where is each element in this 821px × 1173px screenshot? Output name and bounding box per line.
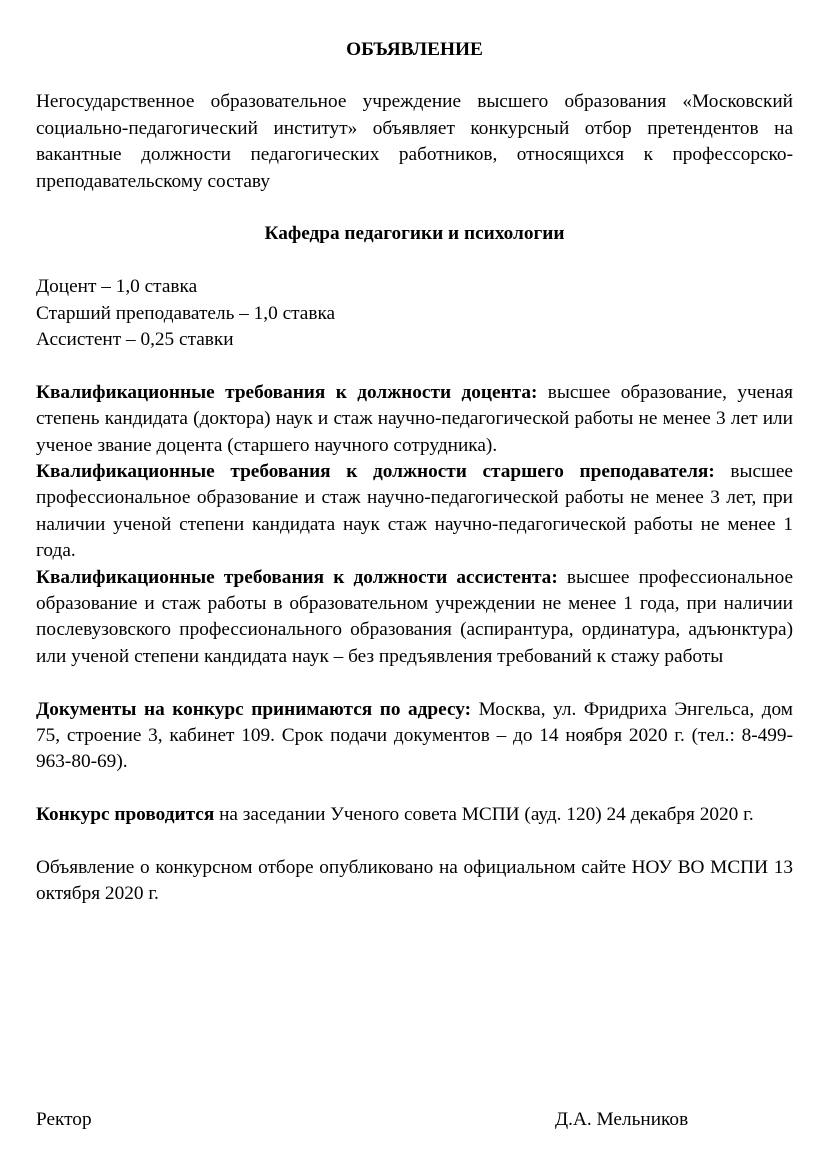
- contest-paragraph: [36, 802, 793, 828]
- requirement-paragraph: [36, 459, 793, 565]
- documents-paragraph: [36, 697, 793, 776]
- position-item: Ассистент – 0,25 ставки: [36, 329, 234, 351]
- intro-paragraph: Негосударственное образовательное учреждение высшего образования «Московский социально-педагогический институт» объявляет конкурсный отбор претендентов на вакантные должности педагогических работников, относящихся к профессорско-преподавательскому составу: [36, 91, 793, 192]
- documents-label: Документы на конкурс принимаются по адресу:: [36, 698, 472, 720]
- positions-list: [36, 274, 793, 353]
- requirement-label: Квалификационные требования к должности ассистента:: [36, 566, 558, 588]
- spacer: [36, 829, 793, 855]
- signature-block: [36, 1107, 793, 1135]
- requirement-text: высшее образование, ученая степень кандидата (доктора) наук и стаж научно-педагогической работы не менее 3 лет или ученое звание доцента (старшего научного сотрудника).: [36, 381, 793, 456]
- published-paragraph: Объявление о конкурсном отборе опубликовано на официальном сайте НОУ ВО МСПИ 13 октября 2020 г.: [36, 857, 793, 905]
- page-title: ОБЪЯВЛЕНИЕ: [346, 39, 483, 60]
- contest-text: на заседании Ученого совета МСПИ (ауд. 120) 24 декабря 2020 г.: [214, 804, 754, 826]
- requirement-text: высшее профессиональное образование и стаж работы в образовательном учреждении не менее 1 года, при наличии послевузовского профессионального образования (аспирантура, ординатура, адъюнктура) или ученой степени кандидата наук – без предъявления требований к стажу работы: [36, 566, 794, 667]
- spacer: [36, 248, 793, 274]
- requirement-paragraph: [36, 565, 793, 671]
- announcement-document: [36, 37, 793, 908]
- requirement-text: высшее профессиональное образование и стаж научно-педагогической работы не менее 3 лет, при наличии ученой степени кандидата наук стаж научно-педагогической работы не менее 1 года.: [36, 461, 793, 562]
- spacer: [36, 353, 793, 379]
- contest-label: Конкурс проводится: [36, 804, 215, 826]
- spacer: [36, 195, 793, 221]
- signature-role: Ректор: [36, 1109, 92, 1130]
- documents-text: Москва, ул. Фридриха Энгельса, дом 75, строение 3, кабинет 109. Срок подачи документов – до 14 ноября 2020 г. (тел.: 8-499-963-80-69).: [36, 698, 794, 773]
- requirement-label: Квалификационные требования к должности старшего преподавателя:: [36, 461, 715, 483]
- spacer: [36, 670, 793, 696]
- department-heading: Кафедра педагогики и психологии: [264, 223, 565, 245]
- position-item: Старший преподаватель – 1,0 ставка: [36, 302, 336, 324]
- spacer: [36, 776, 793, 802]
- signature-name: Д.А. Мельников: [555, 1109, 689, 1130]
- requirement-label: Квалификационные требования к должности доцента:: [36, 381, 538, 403]
- position-item: Доцент – 1,0 ставка: [36, 276, 198, 298]
- requirement-paragraph: [36, 380, 793, 459]
- spacer: [36, 63, 793, 89]
